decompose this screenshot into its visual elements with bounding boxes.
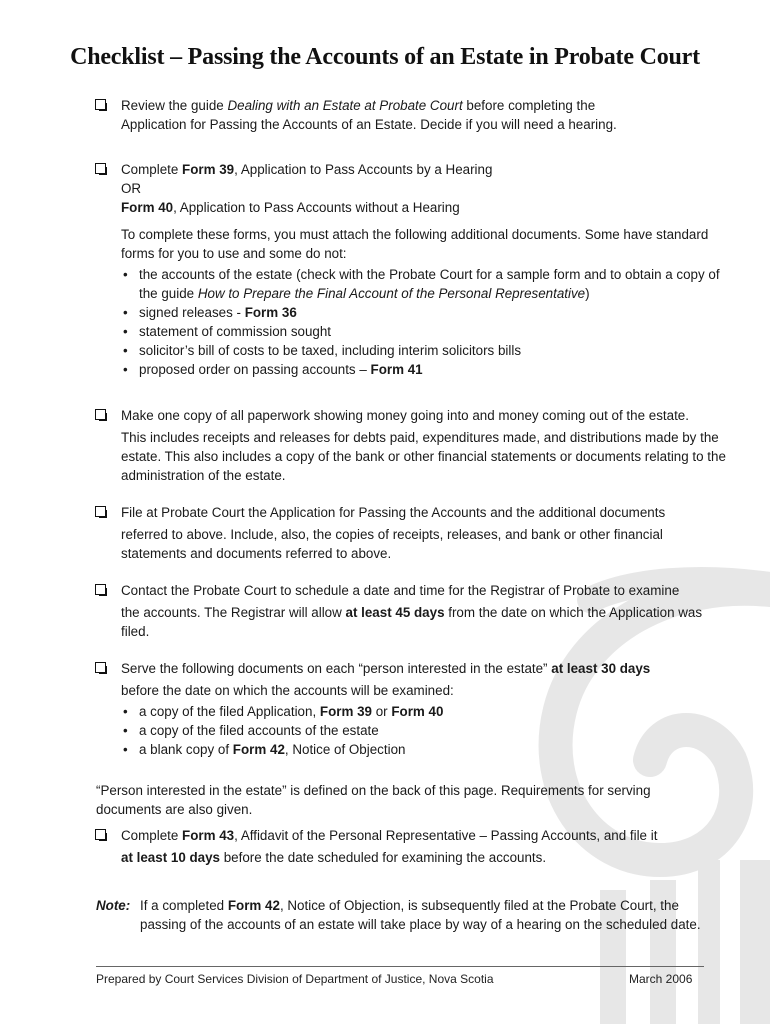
attach-documents-list xyxy=(121,265,726,379)
item-text: Review the guide Dealing with an Estate at Probate Court before completing the Application for Passing the Accounts of an Estate. Decide if you will need a hearing. xyxy=(121,98,617,132)
footer-date: March 2006 xyxy=(629,972,693,986)
checkbox-icon[interactable] xyxy=(95,99,106,110)
list-item: • signed releases - Form 36 xyxy=(121,303,726,322)
note xyxy=(96,896,716,934)
checkbox-icon[interactable] xyxy=(95,829,106,840)
checkbox-icon[interactable] xyxy=(95,584,106,595)
checklist-item-complete-form xyxy=(96,160,726,379)
note-text: If a completed Form 42, Notice of Objection, is subsequently filed at the Probate Court, the passing of the accounts of an estate will take place by way of a hearing on the scheduled date. xyxy=(140,898,701,932)
item-text: Complete Form 43, Affidavit of the Personal Representative – Passing Accounts, and file it at least 10 days before the date scheduled for examining the accounts. xyxy=(121,828,658,865)
list-item: • solicitor’s bill of costs to be taxed, including interim solicitors bills xyxy=(121,341,726,360)
checklist-item-contact-court xyxy=(96,581,726,641)
item-text: Contact the Probate Court to schedule a date and time for the Registrar of Probate to examine the accounts. The Registrar will allow at least 45 days from the date on which the Application was filed. xyxy=(121,583,703,639)
serve-documents-list xyxy=(121,702,726,759)
checkbox-icon[interactable] xyxy=(95,409,106,420)
checkbox-icon[interactable] xyxy=(95,662,106,673)
definition-text: “Person interested in the estate” is defined on the back of this page. Requirements for serving documents are also given. xyxy=(96,783,651,817)
checkbox-icon[interactable] xyxy=(95,506,106,517)
list-item: • proposed order on passing accounts – Form 41 xyxy=(121,360,726,379)
checklist-item-review-guide xyxy=(96,96,726,134)
checkbox-icon[interactable] xyxy=(95,163,106,174)
note-label: Note: xyxy=(96,898,131,913)
checklist-item-serve-documents xyxy=(96,659,726,759)
page-title: Checklist – Passing the Accounts of an Estate in Probate Court xyxy=(70,44,700,70)
footer-prepared-by: Prepared by Court Services Division of Department of Justice, Nova Scotia xyxy=(96,972,494,986)
list-item: • a copy of the filed accounts of the estate xyxy=(121,721,726,740)
footer-divider xyxy=(96,966,704,967)
item-text: Make one copy of all paperwork showing money going into and money coming out of the estate. This includes receipts and releases for debts paid, expenditures made, and distributions made by the estate. This also includes a copy of the bank or other financial statements or documents relating to the administration of the estate. xyxy=(121,408,726,483)
item-text: Serve the following documents on each “person interested in the estate” at least 30 days before the date on which the accounts will be examined: xyxy=(121,661,651,698)
list-item: • the accounts of the estate (check with the Probate Court for a sample form and to obtain a copy of the guide How to Prepare the Final Account of the Personal Representative) xyxy=(121,265,726,303)
checklist-item-make-copy xyxy=(96,406,726,485)
attach-documents-text: To complete these forms, you must attach the following additional documents. Some have standard forms for you to use and some do not: xyxy=(121,227,709,261)
list-item: • statement of commission sought xyxy=(121,322,726,341)
checklist-item-complete-affidavit xyxy=(96,826,726,867)
list-item: • a blank copy of Form 42, Notice of Objection xyxy=(121,740,726,759)
item-text: File at Probate Court the Application for Passing the Accounts and the additional documents referred to above. Include, also, the copies of receipts, releases, and bank or other financial statements and documents referred to above. xyxy=(121,505,666,561)
checklist-item-file-application xyxy=(96,503,726,563)
list-item: • a copy of the filed Application, Form 39 or Form 40 xyxy=(121,702,726,721)
item-text: Complete Form 39, Application to Pass Accounts by a Hearing OR Form 40, Application to Pass Accounts without a Hearing xyxy=(121,162,493,215)
